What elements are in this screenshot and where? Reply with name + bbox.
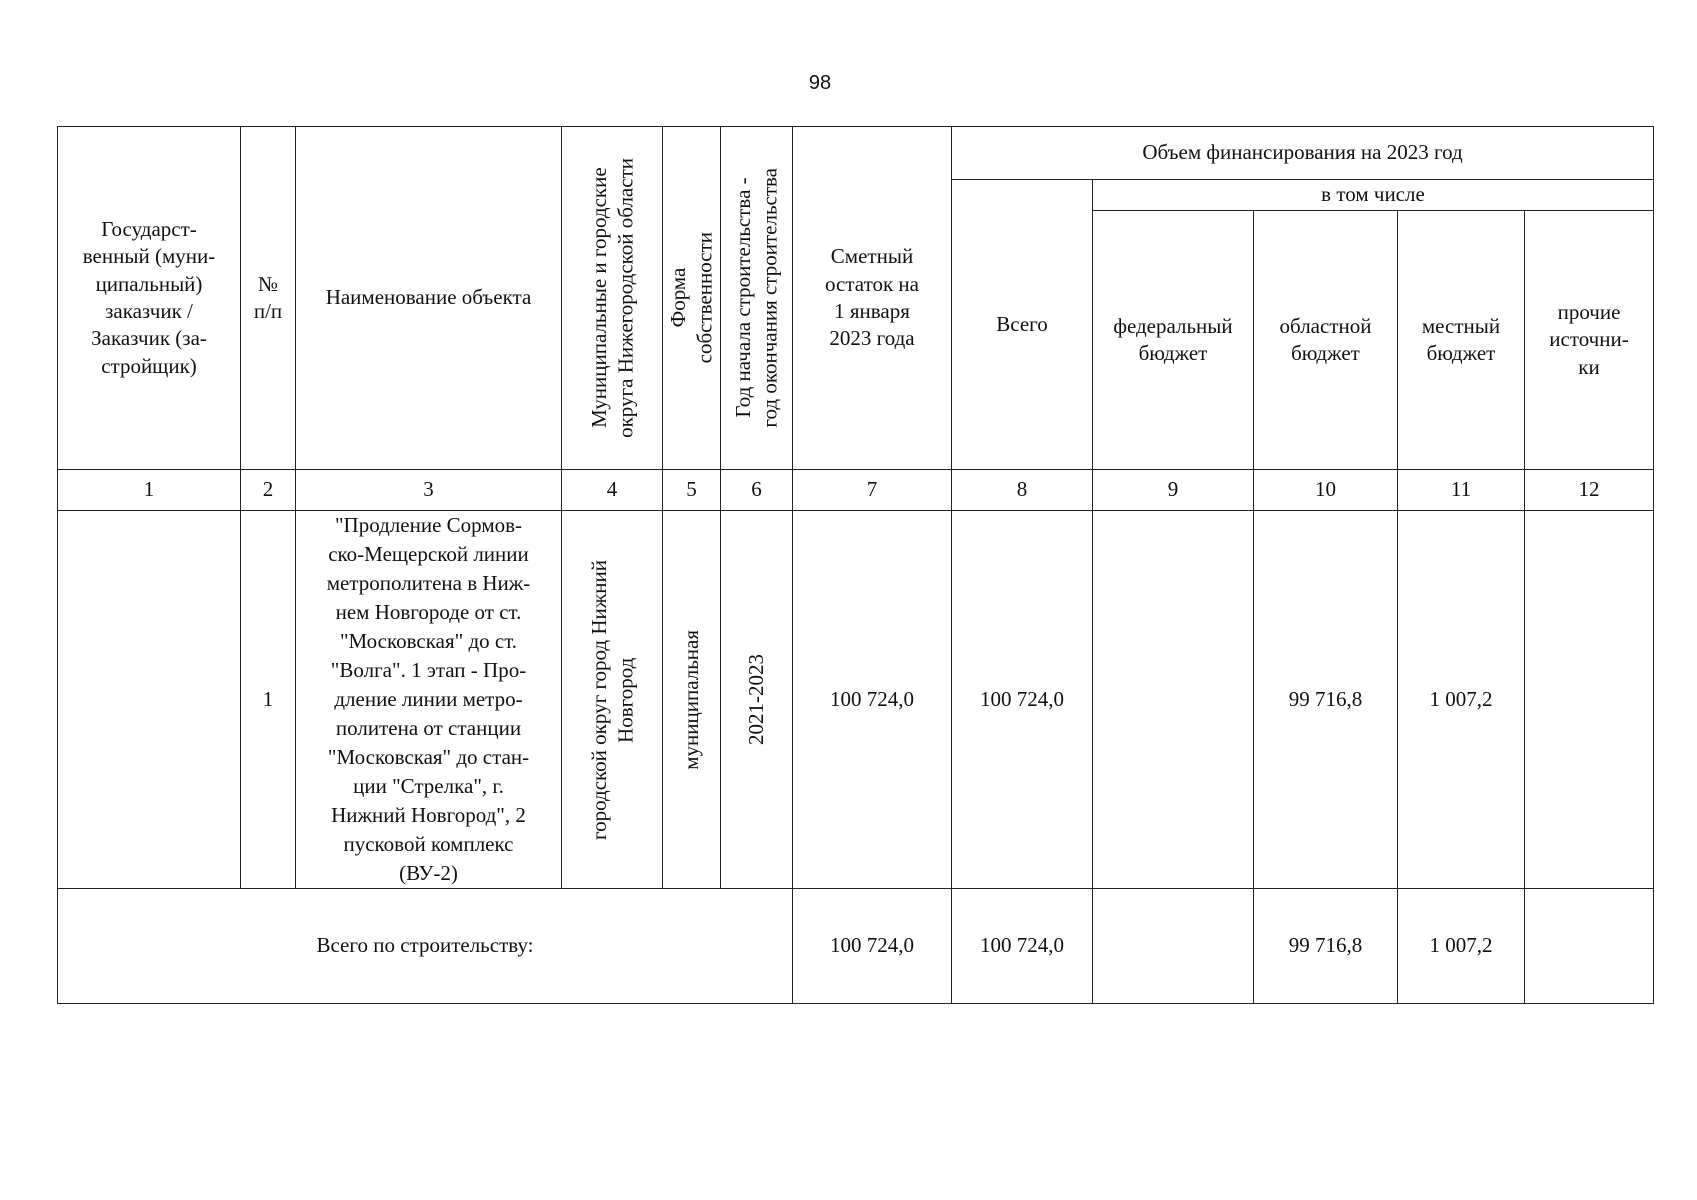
header-number: № п/п [241, 127, 296, 470]
column-number: 6 [721, 470, 793, 511]
financing-table [57, 126, 1654, 1004]
totals-other [1525, 889, 1654, 1004]
row-total: 100 724,0 [952, 511, 1093, 889]
row-federal [1093, 511, 1254, 889]
column-number: 4 [562, 470, 663, 511]
column-number: 12 [1525, 470, 1654, 511]
header-object-name: Наименование объекта [296, 127, 562, 470]
column-number: 7 [793, 470, 952, 511]
totals-federal [1093, 889, 1254, 1004]
row-customer [58, 511, 241, 889]
totals-regional: 99 716,8 [1254, 889, 1398, 1004]
row-years: 2021-2023 [721, 511, 793, 889]
table-row [58, 511, 1654, 889]
totals-local: 1 007,2 [1398, 889, 1525, 1004]
column-number: 3 [296, 470, 562, 511]
header-including: в том числе [1093, 180, 1654, 211]
row-number: 1 [241, 511, 296, 889]
page-number: 98 [808, 72, 832, 94]
header-local: местный бюджет [1398, 211, 1525, 470]
row-balance: 100 724,0 [793, 511, 952, 889]
header-regional: областной бюджет [1254, 211, 1398, 470]
row-object-name: "Продление Сормов- ско-Мещерской линии метрополитена в Ниж- нем Новгороде от ст. "Московская" до ст. "Волга". 1 этап - Про- дление линии метро- политена от станции "Московская" до стан- ции "Стрелка", г. Нижний Новгород", 2 пусковой комплекс (ВУ-2) [296, 511, 562, 889]
column-number: 2 [241, 470, 296, 511]
column-number: 11 [1398, 470, 1525, 511]
header-total: Всего [952, 180, 1093, 470]
totals-label: Всего по строительству: [58, 889, 793, 1004]
header-ownership: Форма собственности [663, 127, 721, 470]
header-customer: Государст- венный (муни- ципальный) заказчик / Заказчик (за- стройщик) [58, 127, 241, 470]
column-number: 1 [58, 470, 241, 511]
totals-row [58, 889, 1654, 1004]
column-number: 10 [1254, 470, 1398, 511]
row-other [1525, 511, 1654, 889]
row-regional: 99 716,8 [1254, 511, 1398, 889]
totals-balance: 100 724,0 [793, 889, 952, 1004]
header-years: Год начала строительства - год окончания строительства [721, 127, 793, 470]
header-row-1 [58, 127, 1654, 180]
header-other: прочие источни- ки [1525, 211, 1654, 470]
header-balance: Сметный остаток на 1 января 2023 года [793, 127, 952, 470]
column-number: 5 [663, 470, 721, 511]
row-ownership: муниципальная [663, 511, 721, 889]
row-local: 1 007,2 [1398, 511, 1525, 889]
totals-total: 100 724,0 [952, 889, 1093, 1004]
column-number-row [58, 470, 1654, 511]
column-number: 8 [952, 470, 1093, 511]
row-municipality: городской округ город Нижний Новгород [562, 511, 663, 889]
column-number: 9 [1093, 470, 1254, 511]
header-municipality: Муниципальные и городские округа Нижегородской области [562, 127, 663, 470]
header-financing-group: Объем финансирования на 2023 год [952, 127, 1654, 180]
header-federal: федеральный бюджет [1093, 211, 1254, 470]
